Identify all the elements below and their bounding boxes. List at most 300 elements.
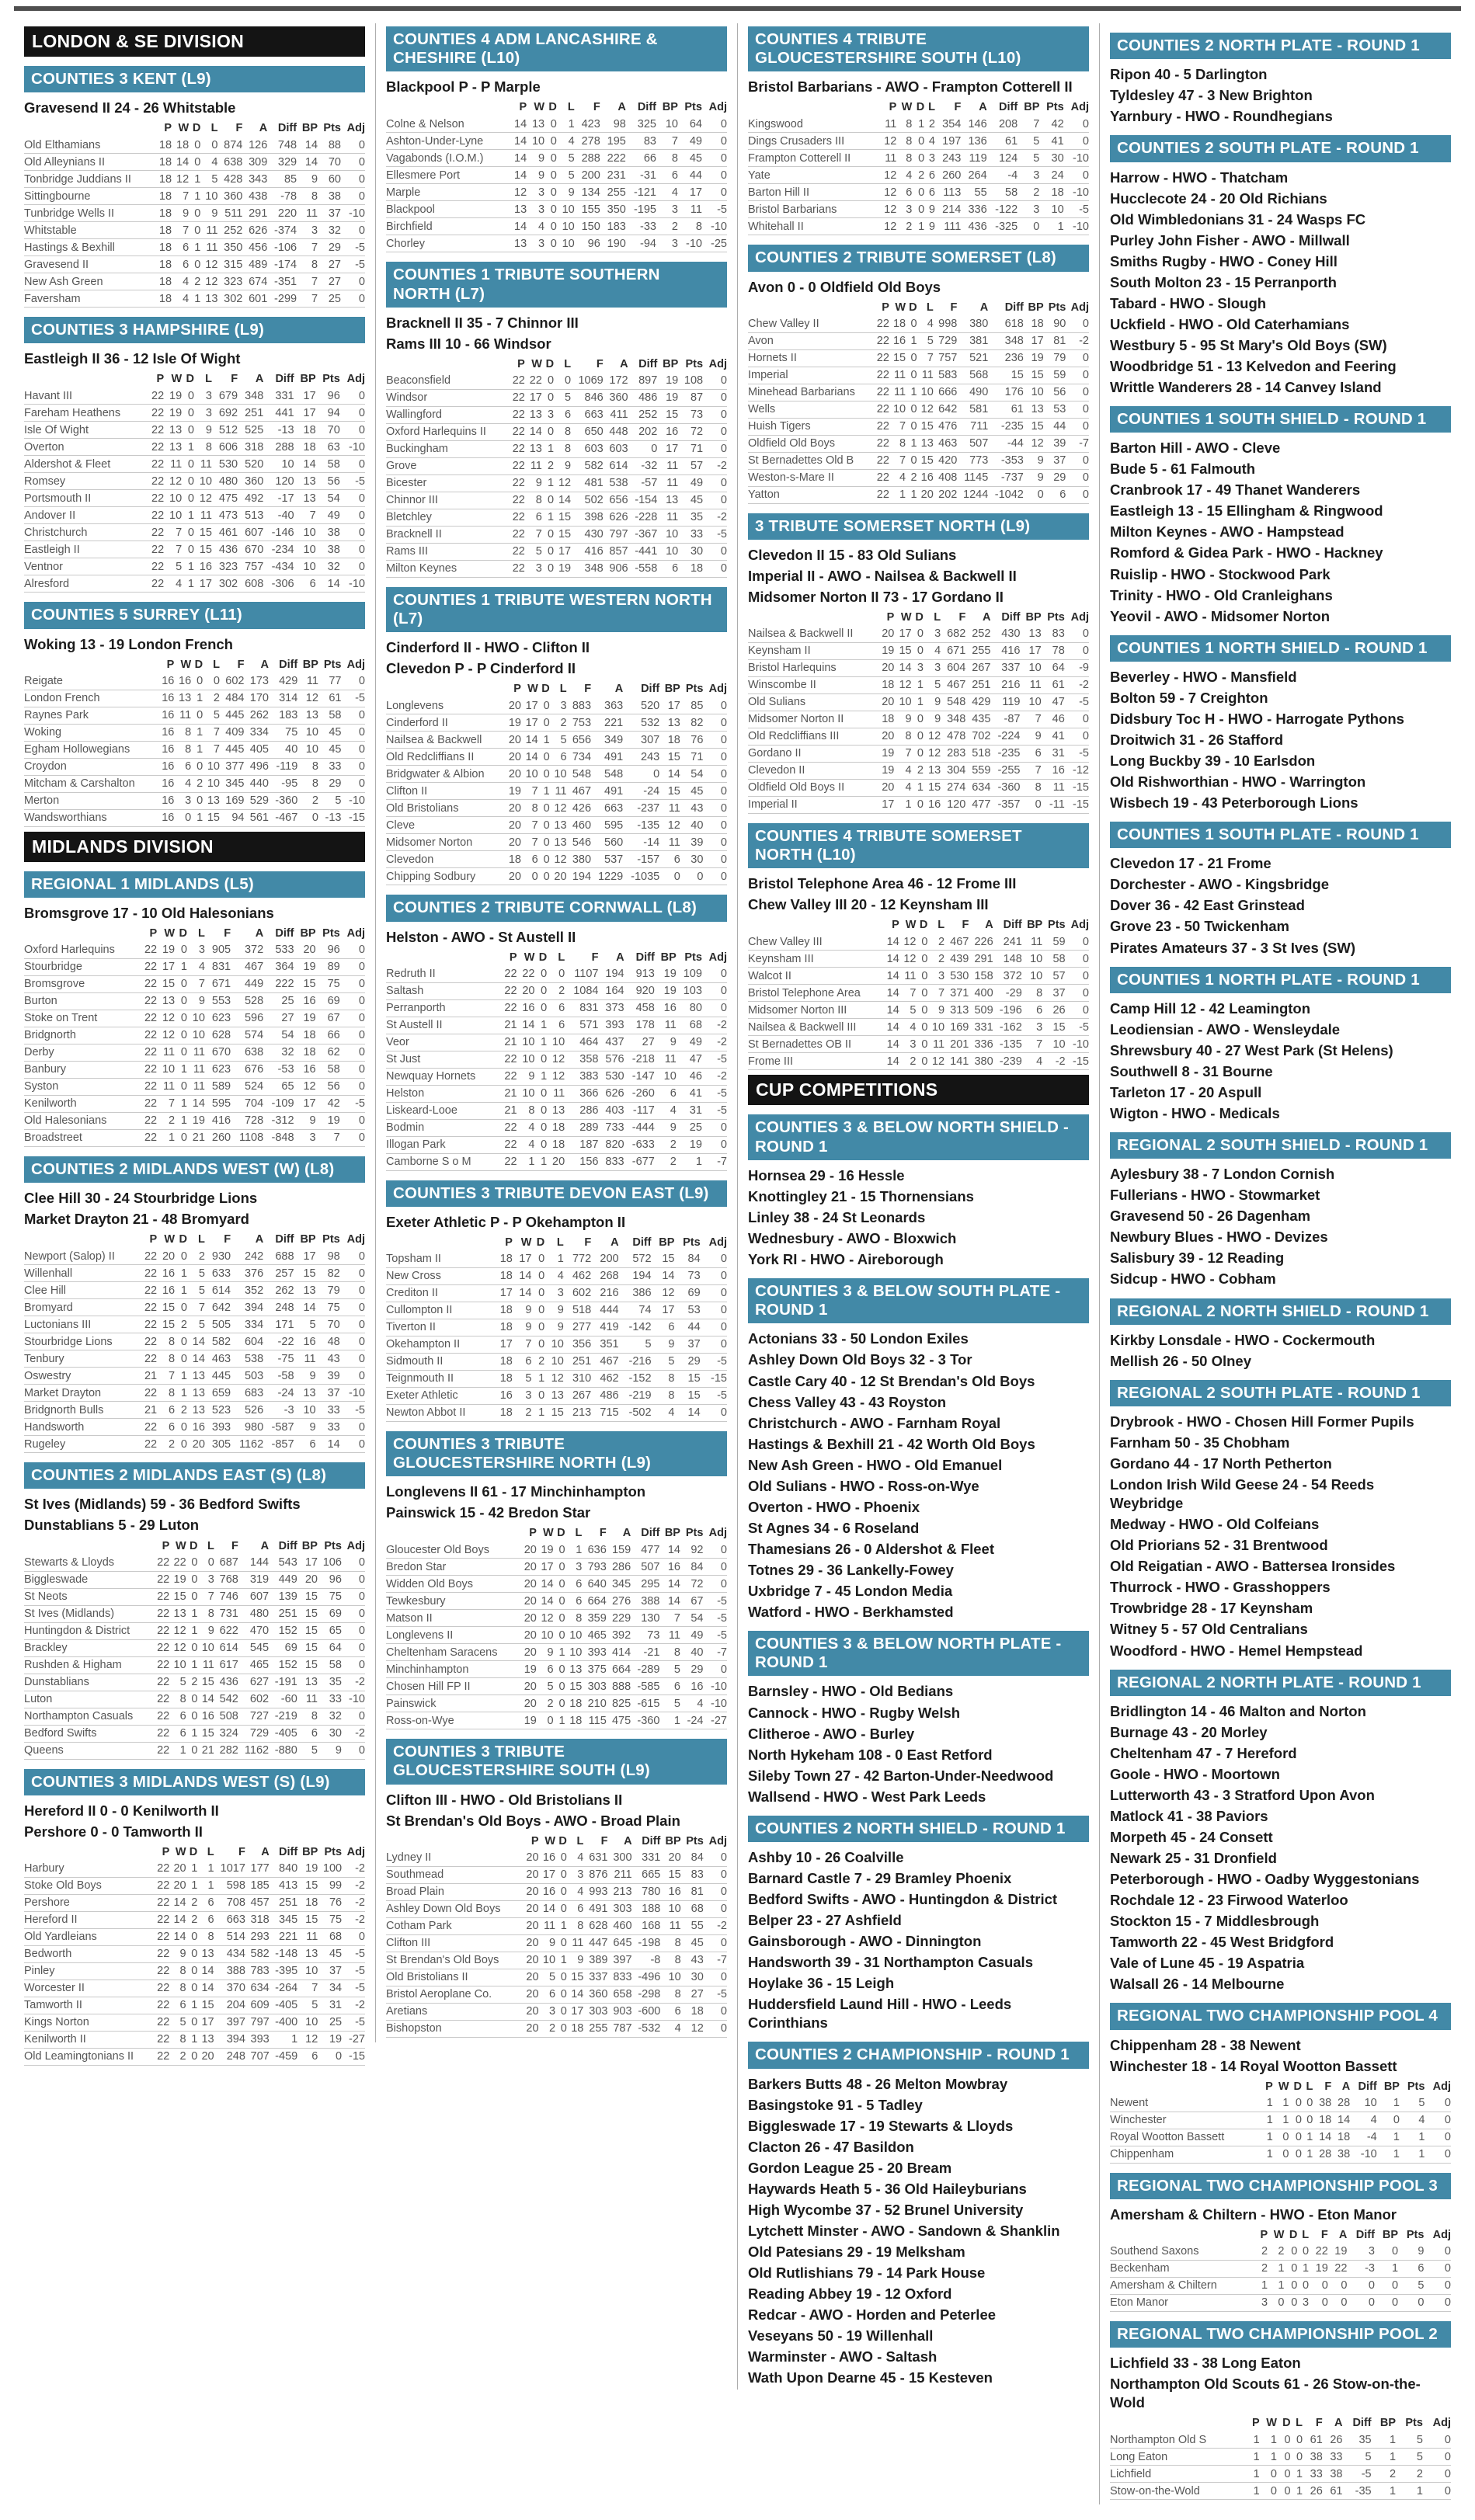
fixture-line: Clee Hill 30 - 24 Stourbridge Lions: [24, 1190, 258, 1207]
stat-cell: 59: [1042, 933, 1065, 951]
stat-cell: -15: [342, 2048, 365, 2065]
team-name-cell: Frampton Cotterell II: [748, 150, 878, 167]
stat-cell: 753: [567, 714, 592, 732]
stat-column-header: A: [1338, 2228, 1348, 2241]
stat-cell: 4: [172, 290, 189, 308]
stat-cell: 168: [632, 1917, 661, 1934]
stat-cell: 571: [565, 1017, 598, 1034]
stat-cell: 602: [238, 1691, 269, 1708]
stat-cell: 0: [701, 1302, 727, 1319]
stat-cell: 0: [341, 707, 365, 724]
table-head: [386, 99, 727, 116]
stat-cell: 17: [521, 714, 538, 732]
stat-cell: 0: [628, 440, 658, 457]
team-row: [1110, 2483, 1451, 2500]
stat-cell: 0: [174, 809, 191, 826]
stat-cell: 8: [656, 150, 678, 167]
stat-cell: 0: [702, 150, 727, 167]
stat-cell: 19: [677, 1136, 702, 1153]
stat-cell: 92: [680, 1542, 703, 1559]
cup-result-line: Biggleswade 17 - 19 Stewarts & Lloyds: [748, 2117, 1014, 2134]
stat-cell: 29: [1044, 469, 1066, 486]
stat-column-header: W: [180, 658, 192, 671]
stat-cell: 260: [205, 1129, 231, 1146]
stat-column-header: D: [186, 373, 194, 386]
team-name-cell: Colne & Nelson: [386, 116, 509, 133]
cup-result-line: Tabard - HWO - Slough: [1110, 294, 1267, 311]
stat-cell: 14: [537, 1593, 554, 1610]
stat-cell: 222: [263, 975, 294, 992]
stat-cell: 22: [499, 999, 517, 1017]
stat-cell: 7: [521, 783, 538, 800]
stat-cell: 0: [182, 422, 194, 439]
stat-cell: 840: [270, 1861, 298, 1878]
stat-cell: 10: [169, 1656, 186, 1674]
stat-cell: 14: [513, 1284, 532, 1302]
stat-cell: 38: [318, 188, 341, 205]
stat-cell: 0: [1066, 985, 1089, 1002]
stat-cell: 0: [534, 1102, 547, 1119]
stat-cell: 436: [961, 218, 986, 235]
league-section: [748, 245, 1089, 503]
stat-cell: -35: [1343, 2483, 1372, 2500]
stat-column-header: Diff: [999, 101, 1018, 114]
stat-column-header: W: [895, 301, 906, 314]
stat-cell: 20: [520, 1559, 537, 1576]
stat-cell: 5: [297, 1742, 318, 1759]
stat-cell: 10: [550, 766, 567, 783]
stat-cell: 480: [212, 473, 238, 490]
stat-cell: 1: [175, 1368, 187, 1385]
stat-cell: 11: [187, 1078, 205, 1095]
stat-cell: 11: [655, 1017, 677, 1034]
team-row: [386, 1576, 727, 1593]
stat-cell: 7: [157, 1095, 175, 1112]
table-head: [24, 657, 365, 673]
stat-cell: 0: [554, 373, 571, 390]
stat-cell: 0: [704, 2003, 727, 2020]
league-title: REGIONAL TWO CHAMPIONSHIP POOL 3: [1110, 2173, 1451, 2199]
stat-cell: -117: [624, 1102, 655, 1119]
stat-cell: 11: [200, 222, 217, 239]
cup-result-line: South Molton 23 - 15 Perranporth: [1110, 273, 1337, 290]
table-body: [386, 697, 727, 885]
stat-cell: 372: [231, 942, 263, 959]
fixture-line: St Ives (Midlands) 59 - 36 Bedford Swifts: [24, 1496, 301, 1513]
stat-cell: 12: [927, 1053, 944, 1070]
stat-cell: 381: [957, 332, 988, 349]
team-name-cell: Weston-s-Mare II: [748, 469, 873, 486]
stat-cell: 0: [703, 800, 727, 817]
stat-cell: 13: [657, 492, 678, 509]
stat-cell: 11: [659, 800, 680, 817]
stat-cell: -2: [702, 1068, 727, 1085]
stat-cell: -58: [263, 1368, 294, 1385]
stat-cell: 3: [194, 388, 212, 405]
stat-cell: 7: [525, 526, 542, 543]
cup-result-line: Beverley - HWO - Mansfield: [1110, 668, 1297, 685]
table-header-row: [24, 371, 365, 388]
stat-cell: 17: [525, 389, 542, 406]
stat-cell: 609: [245, 1997, 270, 2014]
stat-cell: 56: [316, 1078, 340, 1095]
stat-column-header: Pts: [322, 926, 340, 940]
cup-section: [748, 1631, 1089, 1806]
cup-section: [1110, 1670, 1451, 1994]
stat-cell: 119: [990, 693, 1020, 711]
stat-cell: 20: [547, 1153, 565, 1170]
team-row: [24, 388, 365, 405]
cup-result-line: North Hykeham 108 - 0 East Retford: [748, 1746, 993, 1763]
stat-cell: 33: [1323, 2449, 1343, 2466]
fixture-line: Gravesend II 24 - 26 Whitstable: [24, 99, 236, 116]
team-name-cell: Kings Norton: [24, 2014, 153, 2031]
stat-cell: 14: [172, 154, 189, 171]
stat-column-header: F: [950, 301, 958, 314]
stat-cell: 0: [702, 982, 727, 999]
stat-cell: 618: [988, 316, 1024, 333]
team-row: [748, 349, 1089, 367]
stat-cell: 463: [205, 1350, 231, 1368]
stat-cell: 458: [624, 999, 655, 1017]
stat-column-header: Adj: [1070, 919, 1089, 932]
stat-cell: 638: [231, 1044, 263, 1061]
stat-cell: 8: [896, 116, 912, 133]
team-name-cell: Midsomer Norton III: [748, 1002, 882, 1019]
stat-cell: 17: [297, 1555, 318, 1572]
stat-cell: 22: [153, 2031, 169, 2048]
league-title: COUNTIES 4 ADM LANCASHIRE & CHESHIRE (L10): [386, 26, 727, 71]
stat-cell: 1: [1372, 2483, 1396, 2500]
stat-cell: 15: [924, 779, 941, 796]
stat-cell: 18: [155, 222, 172, 239]
stat-cell: 22: [139, 1044, 157, 1061]
team-row: [386, 1678, 727, 1695]
stat-column-header: W: [178, 122, 190, 135]
cup-result-line: Mellish 26 - 50 Olney: [1110, 1352, 1251, 1369]
stat-cell: 18: [547, 1136, 565, 1153]
stat-cell: -10: [703, 1695, 727, 1712]
stat-cell: -31: [626, 167, 656, 184]
team-name-cell: Vagabonds (I.O.M.): [386, 150, 509, 167]
stat-cell: 496: [244, 758, 269, 775]
stat-cell: 3: [1018, 167, 1039, 184]
stat-cell: 607: [238, 1588, 269, 1605]
stat-cell: 831: [205, 958, 231, 975]
stat-column-header: BP: [659, 1236, 675, 1249]
stat-cell: 9: [1021, 728, 1042, 745]
team-row: [386, 1986, 727, 2003]
stat-cell: 22: [873, 452, 889, 469]
stat-cell: 99: [318, 1877, 342, 1894]
stat-cell: 80: [677, 999, 702, 1017]
stat-cell: 22: [873, 401, 889, 418]
stat-cell: 3: [1022, 1019, 1042, 1036]
league-section: [24, 871, 365, 1147]
stat-cell: -2: [1065, 676, 1089, 693]
stat-cell: 15: [197, 1725, 214, 1742]
stat-cell: 323: [212, 558, 238, 575]
stat-cell: 14: [521, 732, 538, 749]
stat-cell: 255: [965, 642, 990, 659]
stat-cell: 6: [157, 1419, 175, 1436]
stat-cell: 334: [244, 724, 269, 741]
stat-cell: 1: [659, 1712, 680, 1729]
stat-column-header: A: [611, 1236, 619, 1249]
stat-cell: 1: [182, 439, 194, 456]
stat-cell: 108: [678, 373, 703, 390]
stat-cell: 14: [169, 1911, 186, 1928]
stat-cell: 169: [944, 1019, 969, 1036]
cup-title: COUNTIES 2 NORTH PLATE - ROUND 1: [1110, 33, 1451, 59]
stat-cell: 1: [1255, 2277, 1268, 2294]
division-header: CUP COMPETITIONS: [748, 1075, 1089, 1105]
stat-cell: 0: [340, 992, 365, 1010]
stat-cell: 576: [598, 1051, 624, 1068]
stat-cell: 0: [531, 1267, 544, 1284]
stat-cell: 18: [877, 676, 894, 693]
stat-cell: 10: [297, 1962, 318, 1980]
team-row: [386, 526, 727, 543]
stat-cell: 380: [957, 316, 988, 333]
stat-cell: 0: [186, 1980, 198, 1997]
stat-column-header: Adj: [1070, 101, 1089, 114]
stat-cell: 12: [554, 474, 571, 492]
stat-cell: 436: [214, 1674, 238, 1691]
team-row: [24, 273, 365, 290]
team-name-cell: Midsomer Norton II: [748, 711, 877, 728]
stat-cell: 1: [186, 1656, 198, 1674]
stat-cell: -857: [263, 1436, 294, 1453]
stat-column-header: Adj: [708, 683, 727, 696]
team-name-cell: Clifton II: [386, 783, 504, 800]
cup-result-line: Trinity - HWO - Old Cranleighans: [1110, 586, 1333, 603]
stat-cell: 22: [139, 1010, 157, 1027]
stat-cell: -2: [704, 1917, 727, 1934]
league-table: [386, 356, 727, 578]
stat-cell: 0: [182, 388, 194, 405]
stat-column-header: P: [886, 610, 895, 624]
stat-cell: 31: [318, 1997, 342, 2014]
stat-cell: 13: [1024, 401, 1044, 418]
stat-cell: 0: [704, 1969, 727, 1986]
stat-cell: 2: [906, 469, 917, 486]
team-name-cell: Portsmouth II: [24, 490, 146, 507]
stat-cell: 14: [197, 1962, 214, 1980]
stat-cell: 0: [555, 1900, 567, 1917]
stat-cell: 688: [263, 1248, 294, 1265]
stat-cell: 0: [1066, 452, 1089, 469]
stat-cell: 0: [555, 1934, 567, 1952]
stat-cell: 627: [238, 1674, 269, 1691]
stat-cell: 6: [513, 1353, 532, 1370]
stat-cell: -10: [340, 575, 365, 593]
stat-cell: 0: [521, 868, 538, 885]
stat-cell: 1: [912, 116, 924, 133]
stat-cell: 560: [591, 834, 623, 851]
stat-cell: 6: [567, 1900, 584, 1917]
stat-cell: 6: [294, 575, 316, 593]
stat-cell: 394: [214, 2031, 245, 2048]
team-row: [24, 524, 365, 541]
team-row: [386, 509, 727, 526]
stat-cell: 12: [878, 218, 896, 235]
stat-cell: 231: [600, 167, 626, 184]
stat-cell: -5: [342, 1962, 365, 1980]
stat-cell: 670: [238, 541, 263, 558]
stat-cell: 8: [169, 1691, 186, 1708]
stat-cell: 17: [513, 1251, 532, 1268]
cup-result-line: Gravesend 50 - 26 Dagenham: [1110, 1208, 1311, 1225]
team-row: [386, 1883, 727, 1900]
stat-cell: 24: [1039, 167, 1063, 184]
team-row: [386, 133, 727, 150]
stat-cell: 0: [544, 218, 557, 235]
stat-cell: 20: [877, 626, 894, 643]
stat-cell: 12: [509, 184, 527, 201]
stat-cell: 7: [521, 817, 538, 834]
stat-cell: 318: [238, 439, 263, 456]
stat-cell: 17: [294, 1248, 316, 1265]
stat-cell: 820: [598, 1136, 624, 1153]
cup-result-line: Harrow - HWO - Thatcham: [1110, 169, 1289, 186]
stat-cell: 9: [557, 184, 575, 201]
stat-cell: 416: [205, 1112, 231, 1129]
team-name-cell: Luton: [24, 1691, 153, 1708]
stat-cell: 614: [604, 457, 628, 474]
team-name-cell: Ashton-Under-Lyne: [386, 133, 509, 150]
stat-column-header: A: [979, 301, 989, 314]
stat-column-header: A: [260, 658, 269, 671]
stat-cell: 2: [547, 982, 565, 999]
stat-cell: 22: [146, 473, 164, 490]
league-section: [1110, 2173, 1451, 2312]
stat-cell: 58: [316, 1061, 340, 1078]
stat-cell: 17: [537, 1559, 554, 1576]
stat-cell: 252: [628, 406, 658, 423]
stat-cell: 70: [316, 422, 340, 439]
stat-cell: 0: [186, 2014, 198, 2031]
stat-cell: 155: [575, 201, 600, 218]
stat-cell: 428: [217, 171, 242, 188]
stat-cell: 323: [217, 273, 242, 290]
stat-cell: 0: [203, 673, 220, 690]
stat-cell: 0: [703, 851, 727, 868]
stat-cell: 0: [175, 1248, 187, 1265]
stat-column-header: BP: [302, 1845, 318, 1858]
league-section: [748, 26, 1089, 235]
stat-cell: 523: [205, 1402, 231, 1419]
stat-cell: 1: [1247, 2431, 1260, 2449]
stat-column-header: F: [238, 1845, 245, 1858]
stat-cell: 164: [598, 982, 624, 999]
stat-cell: 1: [1377, 2129, 1400, 2146]
stat-cell: 1: [182, 575, 194, 593]
stat-cell: 17: [157, 958, 175, 975]
stat-cell: -10: [1350, 2146, 1377, 2163]
stat-cell: 10: [164, 507, 182, 524]
stat-cell: 607: [238, 524, 263, 541]
team-name-cell: Willenhall: [24, 1265, 139, 1282]
stat-cell: 0: [175, 1333, 187, 1350]
stat-column-header: A: [1334, 2417, 1343, 2430]
stat-cell: 75: [269, 724, 297, 741]
team-row: [386, 1969, 727, 1986]
stat-cell: 659: [205, 1385, 231, 1402]
stat-column-header: F: [1320, 2228, 1328, 2241]
cup-result-line: Newark 25 - 31 Dronfield: [1110, 1850, 1277, 1867]
stat-cell: 0: [1273, 2129, 1289, 2146]
stat-cell: 2: [912, 762, 924, 779]
stat-cell: 12: [878, 133, 896, 150]
stat-cell: 6: [157, 1402, 175, 1419]
team-row: [386, 783, 727, 800]
stat-cell: 45: [681, 1934, 704, 1952]
stat-cell: 18: [297, 1894, 318, 1911]
stat-column-header: BP: [300, 373, 316, 386]
stat-cell: 255: [600, 184, 626, 201]
stat-cell: 9: [554, 457, 571, 474]
stat-cell: 10: [1042, 1036, 1065, 1053]
team-name-cell: Bridgnorth Bulls: [24, 1402, 139, 1419]
stat-cell: 329: [267, 154, 297, 171]
team-row: [386, 1085, 727, 1102]
stat-cell: 704: [231, 1095, 263, 1112]
stat-cell: 14: [894, 659, 911, 676]
stat-cell: 0: [1273, 2146, 1289, 2163]
stat-cell: 670: [205, 1044, 231, 1061]
column-4: [1099, 23, 1461, 2504]
stat-cell: 0: [542, 543, 554, 560]
stat-cell: 15: [294, 1265, 316, 1282]
stat-cell: -2: [342, 1877, 365, 1894]
stat-cell: 0: [703, 389, 727, 406]
stat-cell: 38: [1323, 2466, 1343, 2483]
stat-cell: 14: [197, 1980, 214, 1997]
stat-column-header: P: [529, 1527, 537, 1540]
stat-cell: 0: [186, 1742, 198, 1759]
stat-cell: 22: [517, 966, 535, 983]
stat-cell: 75: [318, 1911, 342, 1928]
cup-result-line: Kirkby Lonsdale - HWO - Cockermouth: [1110, 1331, 1376, 1348]
stat-cell: 22: [153, 1674, 169, 1691]
stat-cell: 11: [657, 457, 678, 474]
stat-cell: 0: [182, 524, 194, 541]
stat-cell: 22: [153, 1928, 169, 1945]
stat-cell: 0: [702, 184, 727, 201]
stat-cell: 5: [550, 732, 567, 749]
stat-cell: 68: [318, 1928, 342, 1945]
stat-cell: 42: [316, 1095, 340, 1112]
cup-section: [748, 1114, 1089, 1269]
stat-cell: 14: [882, 985, 899, 1002]
stat-cell: 16: [917, 469, 934, 486]
stat-cell: 0: [703, 697, 727, 714]
team-row: [24, 1282, 365, 1299]
stat-cell: 85: [267, 171, 297, 188]
stat-cell: 4: [924, 642, 941, 659]
team-name-cell: Chippenham: [1110, 2146, 1261, 2163]
stat-cell: 445: [220, 707, 245, 724]
cup-result-line: Linley 38 - 24 St Leonards: [748, 1208, 926, 1225]
team-name-cell: Derby: [24, 1044, 139, 1061]
stat-cell: -3: [263, 1402, 294, 1419]
fixture-line: Longlevens II 61 - 17 Minchinhampton: [386, 1483, 646, 1500]
stat-cell: 0: [1065, 728, 1089, 745]
team-column-header: [24, 1844, 153, 1861]
stat-cell: -10: [341, 205, 365, 222]
stat-cell: 288: [263, 439, 294, 456]
